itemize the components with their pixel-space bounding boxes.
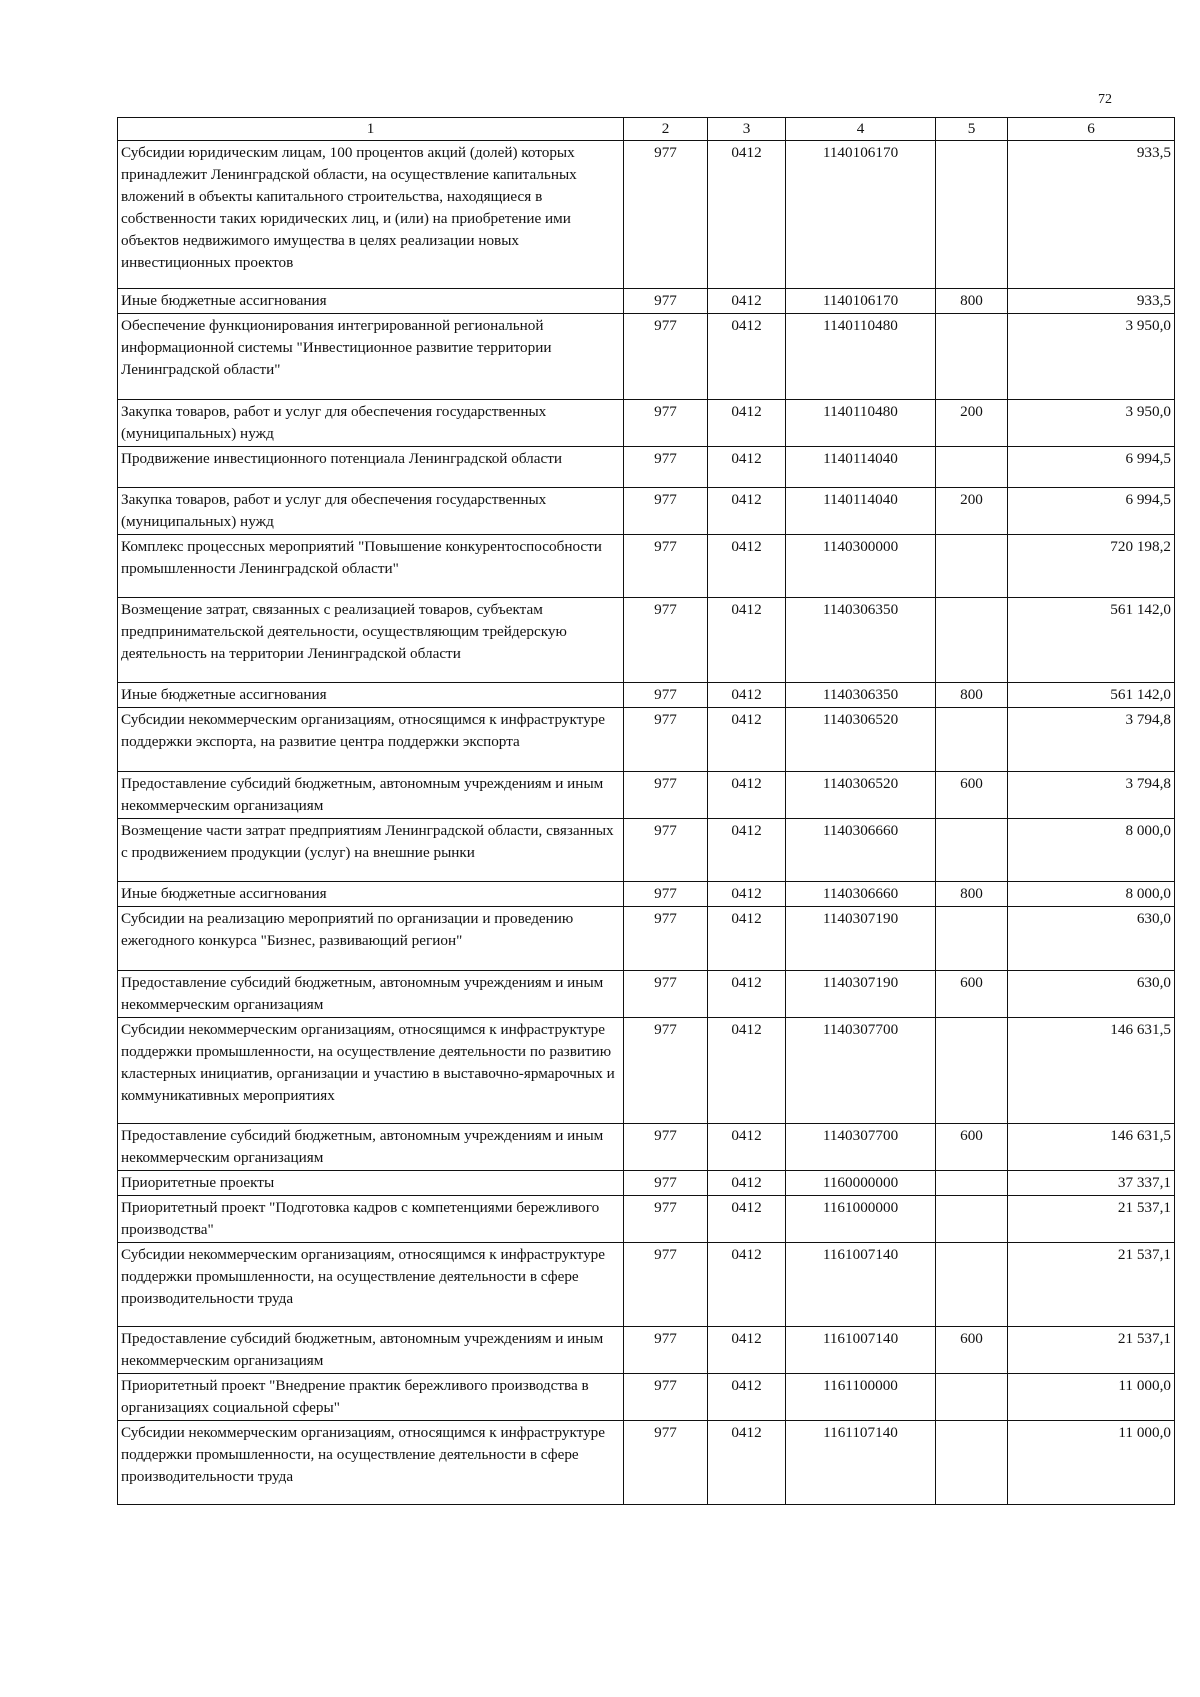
row-target-code: 1140306660 xyxy=(786,882,936,907)
row-admin-code: 977 xyxy=(624,772,708,819)
column-header-6: 6 xyxy=(1008,118,1175,141)
table-row xyxy=(118,141,1175,289)
row-admin-code: 977 xyxy=(624,1421,708,1505)
row-amount: 37 337,1 xyxy=(1008,1171,1175,1196)
row-section-code: 0412 xyxy=(708,772,786,819)
row-section-code: 0412 xyxy=(708,141,786,289)
row-expense-type: 800 xyxy=(936,683,1008,708)
row-amount: 3 950,0 xyxy=(1008,400,1175,447)
row-expense-type xyxy=(936,1018,1008,1124)
row-target-code: 1140306660 xyxy=(786,819,936,882)
row-expense-type xyxy=(936,1171,1008,1196)
table-row xyxy=(118,289,1175,314)
table-row xyxy=(118,1018,1175,1124)
table-row xyxy=(118,819,1175,882)
row-target-code: 1140114040 xyxy=(786,488,936,535)
row-admin-code: 977 xyxy=(624,1124,708,1171)
row-target-code: 1140306520 xyxy=(786,772,936,819)
row-expense-type: 600 xyxy=(936,1327,1008,1374)
table-row xyxy=(118,882,1175,907)
row-amount: 933,5 xyxy=(1008,141,1175,289)
row-section-code: 0412 xyxy=(708,598,786,683)
row-amount: 11 000,0 xyxy=(1008,1374,1175,1421)
row-expense-type xyxy=(936,447,1008,488)
row-expense-type xyxy=(936,1374,1008,1421)
row-admin-code: 977 xyxy=(624,447,708,488)
row-name: Закупка товаров, работ и услуг для обеспечения государственных (муниципальных) нужд xyxy=(118,488,624,535)
row-section-code: 0412 xyxy=(708,1243,786,1327)
table-row xyxy=(118,708,1175,772)
row-section-code: 0412 xyxy=(708,1374,786,1421)
row-admin-code: 977 xyxy=(624,535,708,598)
column-header-2: 2 xyxy=(624,118,708,141)
row-admin-code: 977 xyxy=(624,314,708,400)
row-target-code: 1140106170 xyxy=(786,141,936,289)
row-amount: 933,5 xyxy=(1008,289,1175,314)
column-header-1: 1 xyxy=(118,118,624,141)
row-name: Предоставление субсидий бюджетным, автономным учреждениям и иным некоммерческим организациям xyxy=(118,971,624,1018)
row-amount: 21 537,1 xyxy=(1008,1196,1175,1243)
table-body xyxy=(118,141,1175,1505)
row-expense-type xyxy=(936,1243,1008,1327)
row-name: Субсидии некоммерческим организациям, относящимся к инфраструктуре поддержки промышленности, на осуществление деятельности в сфере производительности труда xyxy=(118,1421,624,1505)
row-target-code: 1161007140 xyxy=(786,1327,936,1374)
row-expense-type xyxy=(936,314,1008,400)
row-amount: 8 000,0 xyxy=(1008,819,1175,882)
row-admin-code: 977 xyxy=(624,907,708,971)
row-expense-type xyxy=(936,708,1008,772)
row-target-code: 1140306350 xyxy=(786,683,936,708)
row-target-code: 1140106170 xyxy=(786,289,936,314)
table-row xyxy=(118,683,1175,708)
table-header xyxy=(118,118,1175,141)
row-name: Иные бюджетные ассигнования xyxy=(118,683,624,708)
row-section-code: 0412 xyxy=(708,882,786,907)
row-amount: 11 000,0 xyxy=(1008,1421,1175,1505)
row-section-code: 0412 xyxy=(708,708,786,772)
row-expense-type xyxy=(936,535,1008,598)
table-row xyxy=(118,314,1175,400)
row-name: Возмещение затрат, связанных с реализацией товаров, субъектам предпринимательской деятельности, осуществляющим трейдерскую деятельность на территории Ленинградской области xyxy=(118,598,624,683)
row-amount: 561 142,0 xyxy=(1008,683,1175,708)
row-admin-code: 977 xyxy=(624,1018,708,1124)
row-target-code: 1140306350 xyxy=(786,598,936,683)
row-admin-code: 977 xyxy=(624,400,708,447)
row-name: Субсидии некоммерческим организациям, относящимся к инфраструктуре поддержки промышленности, на осуществление деятельности по развитию кластерных инициатив, организации и участию в выставочно-ярмарочных и коммуникативных мероприятиях xyxy=(118,1018,624,1124)
row-target-code: 1140114040 xyxy=(786,447,936,488)
row-name: Возмещение части затрат предприятиям Ленинградской области, связанных с продвижением продукции (услуг) на внешние рынки xyxy=(118,819,624,882)
row-amount: 630,0 xyxy=(1008,907,1175,971)
row-target-code: 1161000000 xyxy=(786,1196,936,1243)
row-name: Комплекс процессных мероприятий "Повышение конкурентоспособности промышленности Ленинградской области" xyxy=(118,535,624,598)
row-target-code: 1160000000 xyxy=(786,1171,936,1196)
row-section-code: 0412 xyxy=(708,1171,786,1196)
row-admin-code: 977 xyxy=(624,971,708,1018)
row-admin-code: 977 xyxy=(624,1327,708,1374)
row-expense-type xyxy=(936,907,1008,971)
row-section-code: 0412 xyxy=(708,535,786,598)
table-row xyxy=(118,1171,1175,1196)
row-admin-code: 977 xyxy=(624,708,708,772)
row-expense-type: 800 xyxy=(936,882,1008,907)
row-expense-type: 200 xyxy=(936,488,1008,535)
table-row xyxy=(118,1374,1175,1421)
row-section-code: 0412 xyxy=(708,971,786,1018)
row-section-code: 0412 xyxy=(708,683,786,708)
row-name: Закупка товаров, работ и услуг для обеспечения государственных (муниципальных) нужд xyxy=(118,400,624,447)
row-name: Субсидии на реализацию мероприятий по организации и проведению ежегодного конкурса "Бизнес, развивающий регион" xyxy=(118,907,624,971)
row-admin-code: 977 xyxy=(624,1243,708,1327)
row-section-code: 0412 xyxy=(708,907,786,971)
row-section-code: 0412 xyxy=(708,289,786,314)
column-header-4: 4 xyxy=(786,118,936,141)
row-name: Субсидии юридическим лицам, 100 процентов акций (долей) которых принадлежит Ленинградской области, на осуществление капитальных вложений в объекты капитального строительства, находящиеся в собственности таких юридических лиц, и (или) на приобретение ими объектов недвижимого имущества в целях реализации новых инвестиционных проектов xyxy=(118,141,624,289)
row-amount: 146 631,5 xyxy=(1008,1018,1175,1124)
row-target-code: 1140307190 xyxy=(786,971,936,1018)
row-expense-type: 600 xyxy=(936,772,1008,819)
row-name: Приоритетный проект "Подготовка кадров с компетенциями бережливого производства" xyxy=(118,1196,624,1243)
row-amount: 8 000,0 xyxy=(1008,882,1175,907)
row-section-code: 0412 xyxy=(708,314,786,400)
row-section-code: 0412 xyxy=(708,1124,786,1171)
row-amount: 6 994,5 xyxy=(1008,447,1175,488)
row-expense-type xyxy=(936,1421,1008,1505)
row-section-code: 0412 xyxy=(708,488,786,535)
row-section-code: 0412 xyxy=(708,1018,786,1124)
row-admin-code: 977 xyxy=(624,1196,708,1243)
table-row xyxy=(118,1327,1175,1374)
table-row xyxy=(118,907,1175,971)
row-expense-type xyxy=(936,141,1008,289)
row-admin-code: 977 xyxy=(624,598,708,683)
row-section-code: 0412 xyxy=(708,447,786,488)
row-target-code: 1161107140 xyxy=(786,1421,936,1505)
row-name: Предоставление субсидий бюджетным, автономным учреждениям и иным некоммерческим организациям xyxy=(118,772,624,819)
row-name: Предоставление субсидий бюджетным, автономным учреждениям и иным некоммерческим организациям xyxy=(118,1124,624,1171)
page-number: 72 xyxy=(1098,92,1112,107)
table-row xyxy=(118,488,1175,535)
row-target-code: 1161100000 xyxy=(786,1374,936,1421)
row-section-code: 0412 xyxy=(708,1327,786,1374)
row-amount: 561 142,0 xyxy=(1008,598,1175,683)
row-section-code: 0412 xyxy=(708,819,786,882)
row-amount: 720 198,2 xyxy=(1008,535,1175,598)
row-name: Субсидии некоммерческим организациям, относящимся к инфраструктуре поддержки экспорта, на развитие центра поддержки экспорта xyxy=(118,708,624,772)
row-amount: 3 950,0 xyxy=(1008,314,1175,400)
row-target-code: 1140307700 xyxy=(786,1124,936,1171)
row-target-code: 1140307700 xyxy=(786,1018,936,1124)
row-amount: 3 794,8 xyxy=(1008,772,1175,819)
row-amount: 146 631,5 xyxy=(1008,1124,1175,1171)
row-target-code: 1161007140 xyxy=(786,1243,936,1327)
column-header-5: 5 xyxy=(936,118,1008,141)
row-expense-type xyxy=(936,819,1008,882)
row-expense-type: 800 xyxy=(936,289,1008,314)
row-section-code: 0412 xyxy=(708,400,786,447)
column-header-3: 3 xyxy=(708,118,786,141)
row-admin-code: 977 xyxy=(624,289,708,314)
table-row xyxy=(118,535,1175,598)
row-expense-type: 600 xyxy=(936,971,1008,1018)
row-admin-code: 977 xyxy=(624,141,708,289)
row-admin-code: 977 xyxy=(624,819,708,882)
table-row xyxy=(118,1124,1175,1171)
budget-table xyxy=(117,117,1175,1505)
table-row xyxy=(118,772,1175,819)
table-row xyxy=(118,1421,1175,1505)
row-expense-type: 200 xyxy=(936,400,1008,447)
row-name: Приоритетные проекты xyxy=(118,1171,624,1196)
header-row xyxy=(118,118,1175,141)
row-admin-code: 977 xyxy=(624,882,708,907)
row-name: Иные бюджетные ассигнования xyxy=(118,882,624,907)
row-amount: 21 537,1 xyxy=(1008,1327,1175,1374)
row-section-code: 0412 xyxy=(708,1196,786,1243)
row-admin-code: 977 xyxy=(624,683,708,708)
table-row xyxy=(118,598,1175,683)
row-name: Продвижение инвестиционного потенциала Ленинградской области xyxy=(118,447,624,488)
row-admin-code: 977 xyxy=(624,1374,708,1421)
row-target-code: 1140300000 xyxy=(786,535,936,598)
table-row xyxy=(118,1196,1175,1243)
row-amount: 21 537,1 xyxy=(1008,1243,1175,1327)
row-expense-type: 600 xyxy=(936,1124,1008,1171)
row-target-code: 1140110480 xyxy=(786,400,936,447)
row-amount: 3 794,8 xyxy=(1008,708,1175,772)
row-expense-type xyxy=(936,1196,1008,1243)
table-row xyxy=(118,447,1175,488)
table-row xyxy=(118,1243,1175,1327)
row-name: Приоритетный проект "Внедрение практик бережливого производства в организациях социальной сферы" xyxy=(118,1374,624,1421)
row-target-code: 1140307190 xyxy=(786,907,936,971)
row-name: Иные бюджетные ассигнования xyxy=(118,289,624,314)
row-name: Предоставление субсидий бюджетным, автономным учреждениям и иным некоммерческим организациям xyxy=(118,1327,624,1374)
row-expense-type xyxy=(936,598,1008,683)
row-amount: 6 994,5 xyxy=(1008,488,1175,535)
row-admin-code: 977 xyxy=(624,1171,708,1196)
row-amount: 630,0 xyxy=(1008,971,1175,1018)
table-row xyxy=(118,971,1175,1018)
row-section-code: 0412 xyxy=(708,1421,786,1505)
row-target-code: 1140110480 xyxy=(786,314,936,400)
row-target-code: 1140306520 xyxy=(786,708,936,772)
table-row xyxy=(118,400,1175,447)
row-name: Обеспечение функционирования интегрированной региональной информационной системы "Инвестиционное развитие территории Ленинградской области" xyxy=(118,314,624,400)
row-admin-code: 977 xyxy=(624,488,708,535)
row-name: Субсидии некоммерческим организациям, относящимся к инфраструктуре поддержки промышленности, на осуществление деятельности в сфере производительности труда xyxy=(118,1243,624,1327)
